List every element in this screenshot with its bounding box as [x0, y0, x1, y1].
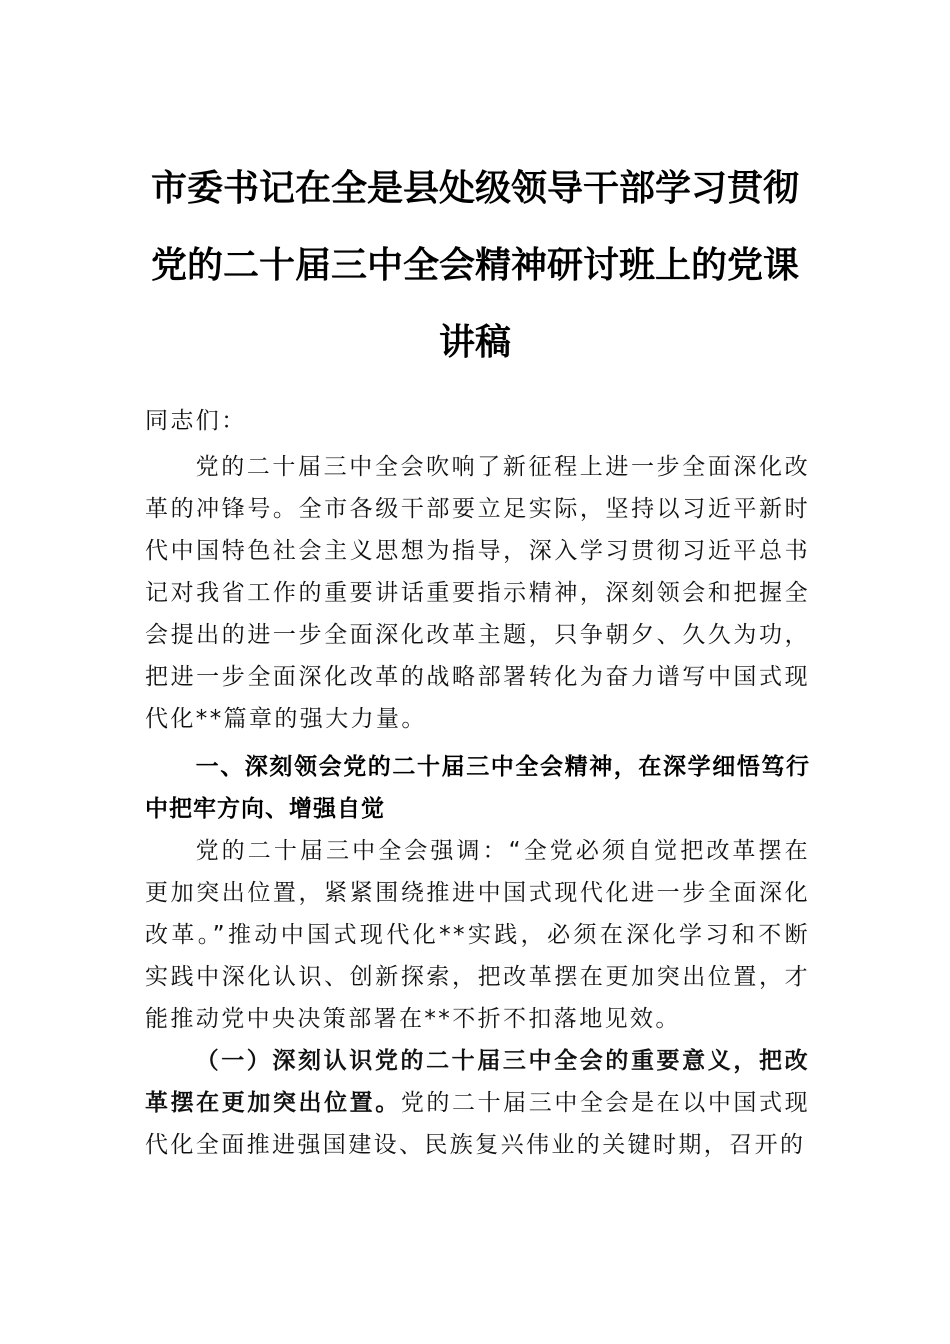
subsection-1-paragraph — [145, 1040, 810, 1166]
section-heading-1: 一、深刻领会党的二十届三中全会精神，在深学细悟笃行中把牢方向、增强自觉 — [145, 754, 810, 822]
title-line-2: 党的二十届三中全会精神研讨班上的党课 — [150, 244, 799, 286]
salutation: 同志们： — [145, 408, 247, 434]
section-1-paragraph: 党的二十届三中全会强调：“全党必须自觉把改革摆在更加突出位置，紧紧围绕推进中国式现代化进一步全面深化改革。”推动中国式现代化**实践，必须在深化学习和不断实践中深化认识、创新探索，把改革摆在更加突出位置，才能推动党中央决策部署在**不折不扣落地见效。 — [145, 838, 810, 1032]
title-line-1: 市委书记在全是县处级领导干部学习贯彻 — [150, 167, 799, 209]
document-body — [145, 400, 810, 1166]
intro-paragraph: 党的二十届三中全会吹响了新征程上进一步全面深化改革的冲锋号。全市各级干部要立足实际，坚持以习近平新时代中国特色社会主义思想为指导，深入学习贯彻习近平总书记对我省工作的重要讲话重要指示精神，深刻领会和把握全会提出的进一步全面深化改革主题，只争朝夕、久久为功，把进一步全面深化改革的战略部署转化为奋力谱写中国式现代化**篇章的强大力量。 — [145, 454, 810, 732]
subsection-1-lead: （一）深刻认识党的二十届三中全会的重要意义，把改革摆在更加突出位置。 — [145, 1048, 810, 1116]
title-line-3: 讲稿 — [438, 321, 511, 363]
subsection-1-text: 党的二十届三中全会是在以中国式现代化全面推进强国建设、民族复兴伟业的关键时期，召开的 — [145, 1090, 810, 1158]
document-title — [130, 160, 820, 370]
